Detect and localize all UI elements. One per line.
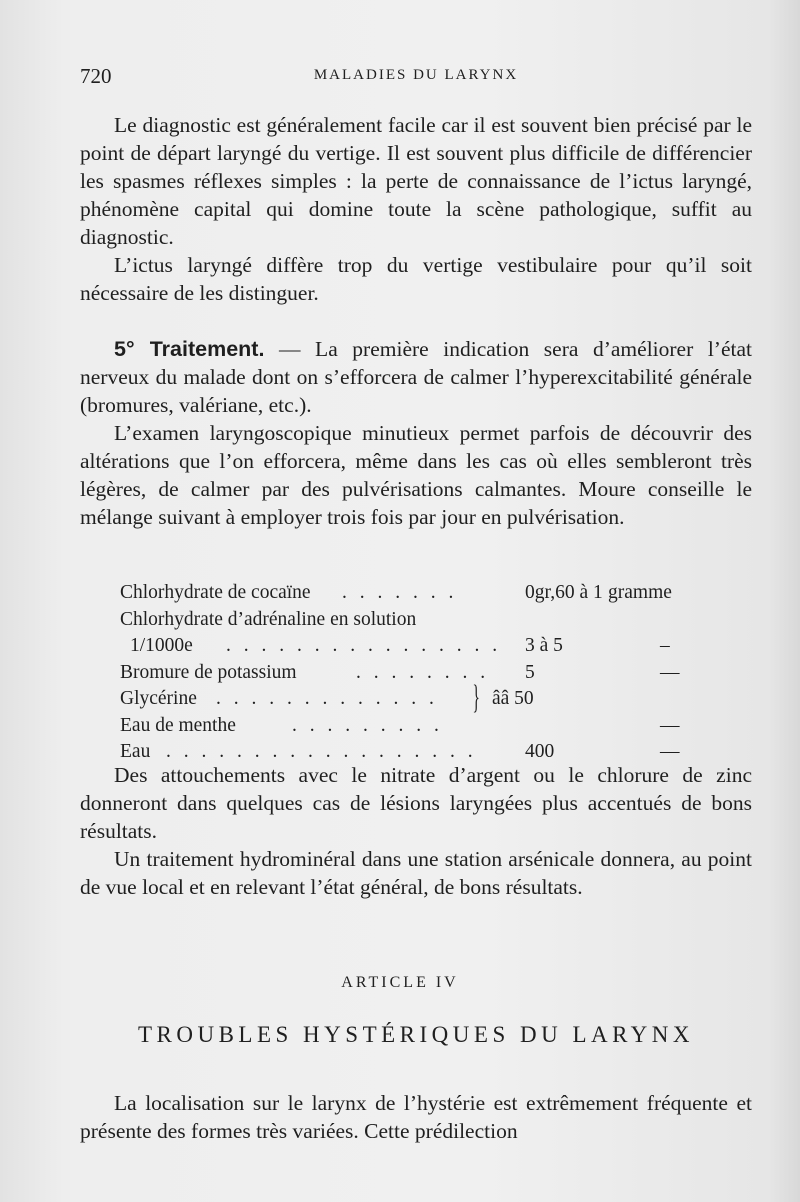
followup-paragraph-2: Un traitement hydrominéral dans une station arsénicale donnera, au point de vue local et en relevant l’état général, de bons résultats. <box>80 847 752 899</box>
diagnosis-paragraph-2: L’ictus laryngé diffère trop du vertige vestibulaire pour qu’il soit nécessaire de les distinguer. <box>80 253 752 305</box>
formula-leader-dots: . . . . . . . . . . . . . <box>216 688 438 709</box>
prescription-formula <box>120 580 720 766</box>
formula-row <box>120 686 720 713</box>
formula-quantity: 0gr,60 à 1 <box>525 582 603 603</box>
formula-ditto-dash: — <box>660 714 680 736</box>
formula-row <box>120 580 720 607</box>
formula-leader-dots: . . . . . . . . <box>356 661 490 683</box>
formula-row <box>120 660 720 687</box>
formula-quantity: 3 à 5 <box>525 635 563 656</box>
article-label: ARTICLE IV <box>341 974 459 991</box>
formula-ingredient: Eau de menthe <box>120 714 236 736</box>
treatment-paragraph-2: L’examen laryngoscopique minutieux permet parfois de découvrir des altérations que l’on efforcera, même dans les cas où elles sembleront très légères, de calmer par des pulvérisations calmantes. Moure conseille le mélange suivant à employer trois fois par jour en pulvérisation. <box>80 421 752 529</box>
treatment-paragraph-1-text: — La première indication sera d’améliorer l’état nerveux du malade dont on s’efforcera de calmer l’hyperexcitabilité générale (bromures, valériane, etc.). <box>80 337 752 417</box>
page-header <box>80 64 752 90</box>
formula-row <box>120 633 720 660</box>
formula-ingredient: Chlorhydrate de cocaïne <box>120 582 311 603</box>
formula-ditto-dash: — <box>660 741 680 762</box>
formula-ingredient: Glycérine <box>120 688 197 709</box>
treatment-heading: 5° Traitement. <box>114 337 265 361</box>
formula-ingredient: Chlorhydrate d’adrénaline en solution <box>120 608 417 630</box>
formula-row <box>120 713 720 740</box>
treatment-section <box>80 335 752 531</box>
formula-quantity: 400 <box>525 741 555 762</box>
page-number: 720 <box>80 64 112 88</box>
formula-leader-dots: . . . . . . . <box>342 582 458 603</box>
formula-ingredient: Eau <box>120 741 151 762</box>
article-paragraph-1: La localisation sur le larynx de l’hystérie est extrêmement fréquente et présente des formes très variées. Cette prédilection <box>80 1091 752 1143</box>
treatment-paragraph-1 <box>80 335 752 419</box>
diagnosis-paragraph-1: Le diagnostic est généralement facile car il est souvent bien précisé par le point de départ laryngé du vertige. Il est souvent plus difficile de différencier les spasmes réflexes simples : la perte de connaissance de l’ictus laryngé, phénomène capital qui domine toute la scène pathologique, suffit au diagnostic. <box>80 113 752 249</box>
formula-ingredient: Bromure de potassium <box>120 661 297 683</box>
formula-row <box>120 607 720 634</box>
followup-section <box>80 761 752 901</box>
formula-leader-dots: . . . . . . . . . . . . . . . . . . <box>166 741 477 762</box>
formula-ditto-dash: — <box>660 661 680 683</box>
formula-unit: gramme <box>608 582 672 603</box>
formula-shared-quantity: ââ 50 <box>492 688 534 709</box>
formula-leader-dots: . . . . . . . . . . . . . . . . <box>226 635 502 656</box>
formula-ingredient: 1/1000e <box>130 635 193 656</box>
chapter-title: TROUBLES HYSTÉRIQUES DU LARYNX <box>137 1022 695 1047</box>
formula-ditto-dash: – <box>660 635 670 656</box>
followup-paragraph-1: Des attouchements avec le nitrate d’argent ou le chlorure de zinc donneront dans quelques cas de lésions laryngées plus accentués de bons résultats. <box>80 763 752 843</box>
formula-brace: } <box>472 679 480 716</box>
diagnosis-section <box>80 111 752 307</box>
formula-quantity: 5 <box>525 661 535 683</box>
formula-leader-dots: . . . . . . . . . <box>292 714 443 736</box>
article-section <box>80 1089 752 1145</box>
running-head: MALADIES DU LARYNX <box>313 67 519 83</box>
